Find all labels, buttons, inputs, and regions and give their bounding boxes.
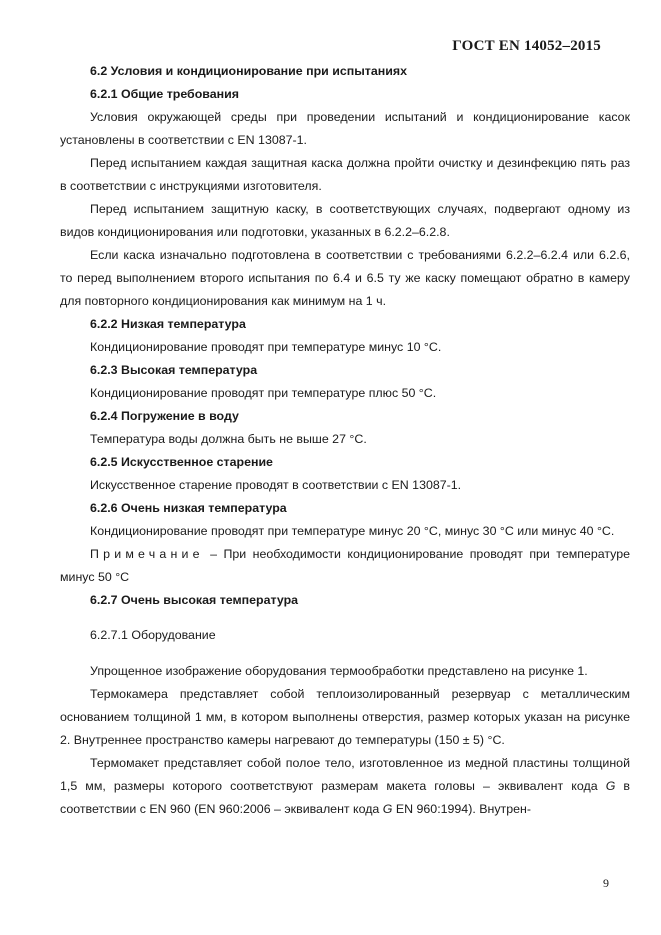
paragraph	[60, 752, 630, 821]
paragraph: Кондиционирование проводят при температуре минус 20 °С, минус 30 °С или минус 40 °С.	[90, 524, 615, 538]
section-6-2-1-heading: 6.2.1 Общие требования	[90, 87, 239, 101]
text-run: EN 960:1994). Внутрен-	[392, 801, 531, 816]
paragraph: Кондиционирование проводят при температуре плюс 50 °С.	[90, 386, 437, 400]
code-letter: G	[605, 778, 616, 793]
paragraph: Термокамера представляет собой теплоизолированный резервуар с металлическим основанием толщиной 1 мм, в котором выполнены отверстия, размер которых указан на рисунке 2. Внутреннее пространство камеры нагревают до температуры (150 ± 5) °С.	[60, 686, 630, 747]
text-run: Термомакет представляет собой полое тело, изготовленное из медной пластины толщиной 1,5 мм, размеры которого соответствуют размерам макета головы – эквивалент кода	[60, 755, 630, 793]
section-6-2-4-heading: 6.2.4 Погружение в воду	[90, 409, 239, 423]
page-number: 9	[603, 876, 609, 890]
standard-header: ГОСТ EN 14052–2015	[452, 38, 601, 54]
paragraph: Условия окружающей среды при проведении испытаний и кондиционирование касок установлены в соответствии с EN 13087-1.	[60, 110, 630, 147]
code-letter: G	[382, 801, 393, 816]
paragraph: Кондиционирование проводят при температуре минус 10 °С.	[90, 340, 442, 354]
text-run: в соответствии с EN 960 (EN 960:2006 – эквивалент кода	[60, 778, 630, 816]
note	[60, 543, 630, 589]
paragraph: Перед испытанием защитную каску, в соответствующих случаях, подвергают одному из видов кондиционирования или подготовки, указанных в 6.2.2–6.2.8.	[60, 202, 630, 239]
section-6-2-3-heading: 6.2.3 Высокая температура	[90, 363, 258, 377]
note-text: – При необходимости кондиционирование проводят при температуре минус 50 °С	[60, 547, 630, 584]
paragraph: Перед испытанием каждая защитная каска должна пройти очистку и дезинфекцию пять раз в соответствии с инструкциями изготовителя.	[60, 156, 630, 193]
section-6-2-2-heading: 6.2.2 Низкая температура	[90, 317, 246, 331]
section-6-2-5-heading: 6.2.5 Искусственное старение	[90, 455, 273, 469]
paragraph: Если каска изначально подготовлена в соответствии с требованиями 6.2.2–6.2.4 или 6.2.6, то перед выполнением второго испытания по 6.4 и 6.5 ту же каску помещают обратно в камеру для повторного кондиционирования как минимум на 1 ч.	[60, 248, 630, 308]
section-6-2-heading: 6.2 Условия и кондиционирование при испытаниях	[90, 64, 407, 78]
paragraph: Искусственное старение проводят в соответствии с EN 13087-1.	[90, 478, 462, 492]
document-body	[60, 60, 630, 821]
note-label: Примечание	[90, 547, 204, 561]
section-6-2-7-heading: 6.2.7 Очень высокая температура	[90, 593, 299, 607]
subsection-6-2-7-1-heading: 6.2.7.1 Оборудование	[90, 628, 216, 643]
section-6-2-6-heading: 6.2.6 Очень низкая температура	[90, 501, 287, 515]
paragraph: Температура воды должна быть не выше 27 °С.	[90, 432, 367, 446]
paragraph: Упрощенное изображение оборудования термообработки представлено на рисунке 1.	[90, 663, 588, 678]
